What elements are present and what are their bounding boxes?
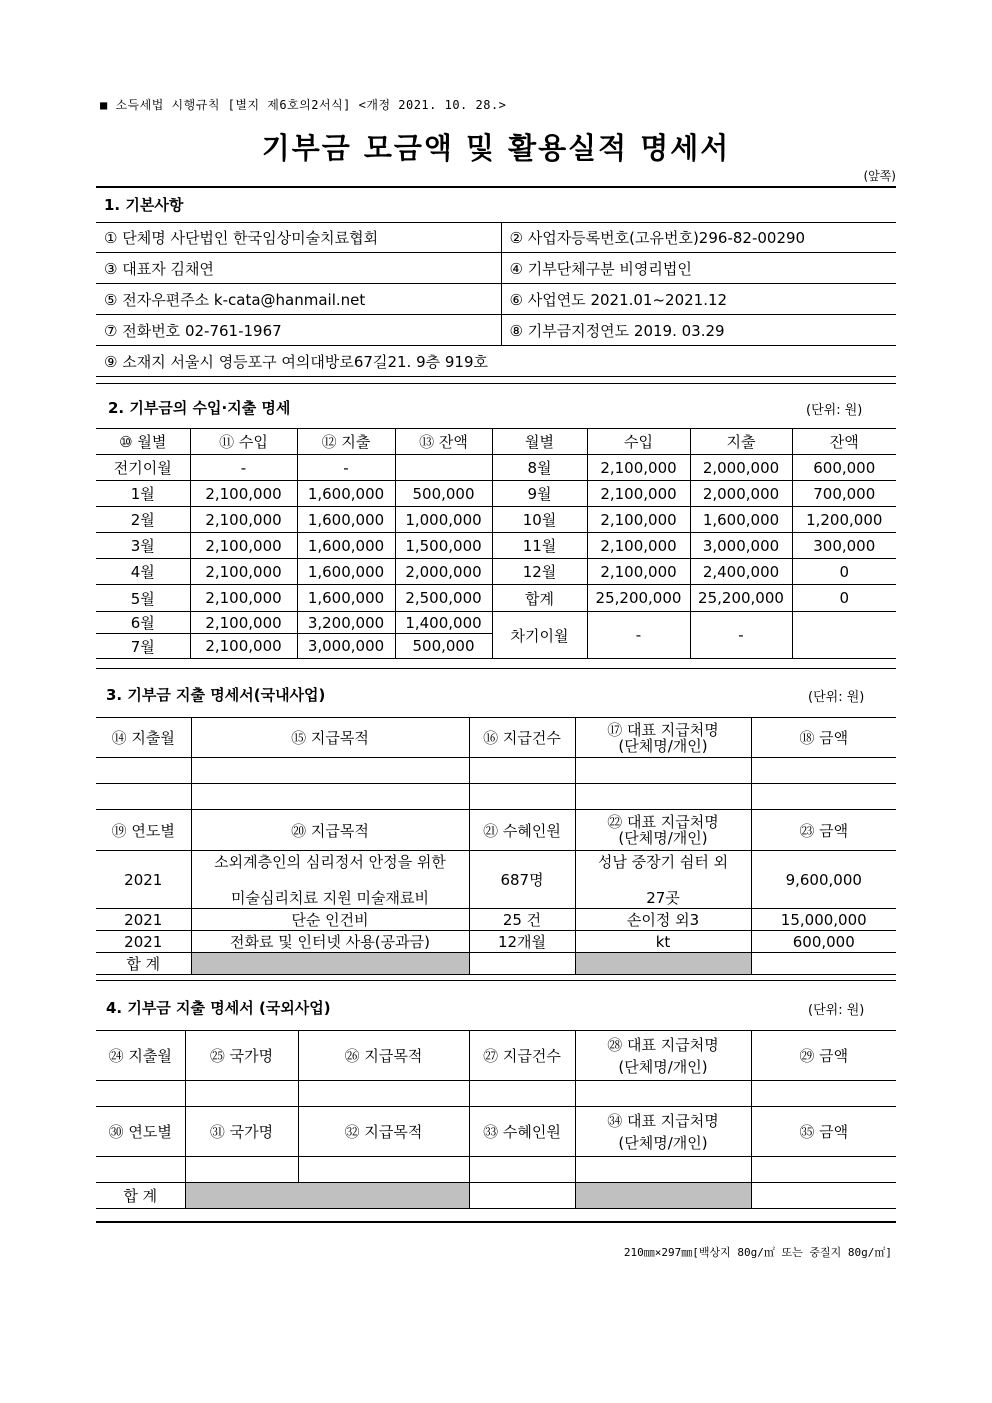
header-beneficiaries: ㉝ 수혜인원: [469, 1107, 575, 1157]
table-row: [96, 533, 896, 559]
cell: 687명: [469, 851, 575, 909]
header-year: ㉚ 연도별: [96, 1107, 185, 1157]
cell: 전기이월: [96, 455, 190, 481]
cell: 500,000: [395, 481, 492, 507]
cell: 2,100,000: [587, 455, 690, 481]
cell: [395, 455, 492, 481]
cell: 500,000: [395, 634, 492, 659]
payee-line1: 성남 중장기 쉼터 외: [597, 852, 729, 871]
cell-purpose: [191, 851, 469, 909]
header-amount: ㉟ 금액: [751, 1107, 896, 1157]
designated-year: ⑧ 기부금지정연도 2019. 03.29: [501, 315, 896, 346]
cell: 2021: [96, 931, 191, 953]
cell: 25,200,000: [690, 585, 792, 612]
cell: 600,000: [751, 931, 896, 953]
header-payee: [575, 810, 751, 851]
cell: 0: [792, 559, 896, 585]
biz-reg-no: ② 사업자등록번호(고유번호)296-82-00290: [501, 223, 896, 253]
purpose-line2: 미술심리치료 지원 미술재료비: [231, 888, 429, 907]
cell: 2,100,000: [190, 559, 297, 585]
cell: 2,000,000: [690, 481, 792, 507]
cell: 1,400,000: [395, 612, 492, 634]
cell: 1,600,000: [297, 559, 395, 585]
header-payee-line1: ㉒ 대표 지급처명: [607, 813, 719, 831]
page-title: 기부금 모금액 및 활용실적 명세서: [261, 131, 731, 165]
header-year: ⑲ 연도별: [96, 810, 191, 851]
header-payee: [575, 718, 751, 758]
gray-cell: [191, 953, 469, 975]
section-domestic-title: 3. 기부금 지출 명세서(국내사업): [106, 686, 326, 704]
front-page-marker: (앞쪽): [863, 169, 896, 183]
cell: 25 건: [469, 909, 575, 931]
cell: 15,000,000: [751, 909, 896, 931]
cell: 12월: [492, 559, 587, 585]
gray-cell: [575, 953, 751, 975]
header-balance: ⑬ 잔액: [395, 429, 492, 455]
table-row: [96, 559, 896, 585]
cell: 1,600,000: [297, 507, 395, 533]
cell: 합계: [492, 585, 587, 612]
total-row: [96, 953, 896, 975]
cell: 10월: [492, 507, 587, 533]
header-count: ⑯ 지급건수: [469, 718, 575, 758]
cell: 0: [792, 585, 896, 612]
total-label: 합 계: [96, 953, 191, 975]
cell: 3,200,000: [297, 612, 395, 634]
payee-line2: 27곳: [646, 888, 680, 907]
gray-cell: [185, 1183, 469, 1209]
section-income-title: 2. 기부금의 수입·지출 명세: [108, 399, 291, 417]
domestic-expense-table: [96, 717, 896, 975]
cell: 9,600,000: [751, 851, 896, 909]
total-row: [96, 1183, 896, 1209]
business-year: ⑥ 사업연도 2021.01~2021.12: [501, 284, 896, 315]
header-payee-line2: (단체명/개인): [618, 736, 708, 755]
table-row: [96, 455, 896, 481]
cell: 단순 인건비: [191, 909, 469, 931]
cell: [751, 1183, 896, 1209]
cell: 9월: [492, 481, 587, 507]
cell: 2월: [96, 507, 190, 533]
cell: 2,500,000: [395, 585, 492, 612]
table-row: [96, 931, 896, 953]
representative: ③ 대표자 김채연: [96, 253, 501, 284]
header-income-2: 수입: [587, 429, 690, 455]
cell: 1,600,000: [297, 533, 395, 559]
header-purpose: ㉜ 지급목적: [298, 1107, 469, 1157]
header-payee-line1: ⑰ 대표 지급처명: [607, 720, 719, 739]
cell: 8월: [492, 455, 587, 481]
cell-payee: [575, 851, 751, 909]
table-row: [96, 1157, 896, 1183]
cell: 2,100,000: [190, 585, 297, 612]
paper-spec: 210㎜×297㎜[백상지 80g/㎡ 또는 중질지 80g/㎡]: [623, 1246, 892, 1259]
cell: 2,000,000: [395, 559, 492, 585]
cell: 12개월: [469, 931, 575, 953]
cell: 1월: [96, 481, 190, 507]
header-balance-2: 잔액: [792, 429, 896, 455]
legal-reference: ■ 소득세법 시행규칙 [별지 제6호의2서식] <개정 2021. 10. 28.>: [100, 98, 507, 112]
cell: -: [190, 455, 297, 481]
header-income: ⑪ 수입: [190, 429, 297, 455]
cell: [751, 953, 896, 975]
cell: 6월: [96, 612, 190, 634]
header-payee-line1: ㉘ 대표 지급처명: [607, 1035, 719, 1054]
header-expense-2: 지출: [690, 429, 792, 455]
cell: 1,500,000: [395, 533, 492, 559]
header-purpose: ㉖ 지급목적: [298, 1031, 469, 1081]
income-expense-table: [96, 428, 896, 659]
cell: 300,000: [792, 533, 896, 559]
header-country: ㉛ 국가명: [185, 1107, 298, 1157]
cell: 2,100,000: [190, 612, 297, 634]
cell: 전화료 및 인터넷 사용(공과금): [191, 931, 469, 953]
table-row: [96, 784, 896, 810]
total-label: 합 계: [96, 1183, 185, 1209]
cell: 2,100,000: [587, 481, 690, 507]
header-beneficiaries: ㉑ 수혜인원: [469, 810, 575, 851]
cell: 1,000,000: [395, 507, 492, 533]
org-name: ① 단체명 사단법인 한국임상미술치료협회: [96, 223, 501, 253]
org-type: ④ 기부단체구분 비영리법인: [501, 253, 896, 284]
foreign-expense-table: [96, 1030, 896, 1209]
cell: -: [587, 612, 690, 659]
section-basic-title: 1. 기본사항: [104, 196, 184, 214]
header-payee-line2: (단체명/개인): [618, 1133, 708, 1152]
unit-label: (단위: 원): [806, 403, 863, 418]
header-payee: [575, 1031, 751, 1081]
table-row: [96, 851, 896, 909]
cell: 2,100,000: [190, 507, 297, 533]
cell: 손이정 외3: [575, 909, 751, 931]
table-row: [96, 1081, 896, 1107]
table-row: [96, 758, 896, 784]
cell: 2,100,000: [587, 533, 690, 559]
header-amount: ㉙ 금액: [751, 1031, 896, 1081]
cell: 2,400,000: [690, 559, 792, 585]
cell: 4월: [96, 559, 190, 585]
header-expense-month: ⑭ 지출월: [96, 718, 191, 758]
header-count: ㉗ 지급건수: [469, 1031, 575, 1081]
cell: 2,100,000: [190, 481, 297, 507]
cell: 600,000: [792, 455, 896, 481]
cell: 2021: [96, 851, 191, 909]
header-country: ㉕ 국가명: [185, 1031, 298, 1081]
cell: 25,200,000: [587, 585, 690, 612]
header-amount: ⑱ 금액: [751, 718, 896, 758]
header-payee-line2: (단체명/개인): [618, 829, 708, 847]
email: ⑤ 전자우편주소 k-cata@hanmail.net: [96, 284, 501, 315]
divider: [96, 980, 896, 981]
cell: 5월: [96, 585, 190, 612]
cell: 2021: [96, 909, 191, 931]
cell: 3월: [96, 533, 190, 559]
cell: [792, 612, 896, 659]
basic-info-table: [96, 222, 896, 377]
cell: [469, 1183, 575, 1209]
divider: [96, 186, 896, 188]
cell: 1,600,000: [690, 507, 792, 533]
table-row: [96, 612, 896, 634]
header-expense-month: ㉔ 지출월: [96, 1031, 185, 1081]
cell: -: [690, 612, 792, 659]
cell: 2,100,000: [190, 533, 297, 559]
cell: 3,000,000: [690, 533, 792, 559]
header-payee: [575, 1107, 751, 1157]
header-purpose: ⑳ 지급목적: [191, 810, 469, 851]
phone: ⑦ 전화번호 02-761-1967: [96, 315, 501, 346]
cell: 1,600,000: [297, 585, 395, 612]
cell: [469, 953, 575, 975]
cell: 11월: [492, 533, 587, 559]
cell: 2,100,000: [587, 507, 690, 533]
header-purpose: ⑮ 지급목적: [191, 718, 469, 758]
cell: 7월: [96, 634, 190, 659]
header-month: ⑩ 월별: [96, 429, 190, 455]
cell: kt: [575, 931, 751, 953]
header-payee-line1: ㉞ 대표 지급처명: [607, 1111, 719, 1130]
unit-label: (단위: 원): [808, 1003, 865, 1018]
header-month-2: 월별: [492, 429, 587, 455]
cell: 2,100,000: [587, 559, 690, 585]
divider: [96, 668, 896, 669]
table-row: [96, 507, 896, 533]
cell: 1,200,000: [792, 507, 896, 533]
section-foreign-title: 4. 기부금 지출 명세서 (국외사업): [106, 999, 331, 1017]
cell: -: [297, 455, 395, 481]
purpose-line1: 소외계층인의 심리정서 안정을 위한: [214, 852, 446, 871]
header-expense: ⑫ 지출: [297, 429, 395, 455]
header-payee-line2: (단체명/개인): [618, 1057, 708, 1076]
cell: 700,000: [792, 481, 896, 507]
gray-cell: [575, 1183, 751, 1209]
cell: 1,600,000: [297, 481, 395, 507]
unit-label: (단위: 원): [808, 690, 865, 705]
address: ⑨ 소재지 서울시 영등포구 여의대방로67길21. 9층 919호: [96, 346, 896, 377]
table-row: [96, 909, 896, 931]
cell: 3,000,000: [297, 634, 395, 659]
cell: 2,100,000: [190, 634, 297, 659]
cell: 2,000,000: [690, 455, 792, 481]
divider: [96, 383, 896, 384]
carry-over-label: 차기이월: [492, 612, 587, 659]
table-row: [96, 481, 896, 507]
table-row: [96, 585, 896, 612]
header-amount: ㉓ 금액: [751, 810, 896, 851]
divider: [96, 1221, 896, 1223]
